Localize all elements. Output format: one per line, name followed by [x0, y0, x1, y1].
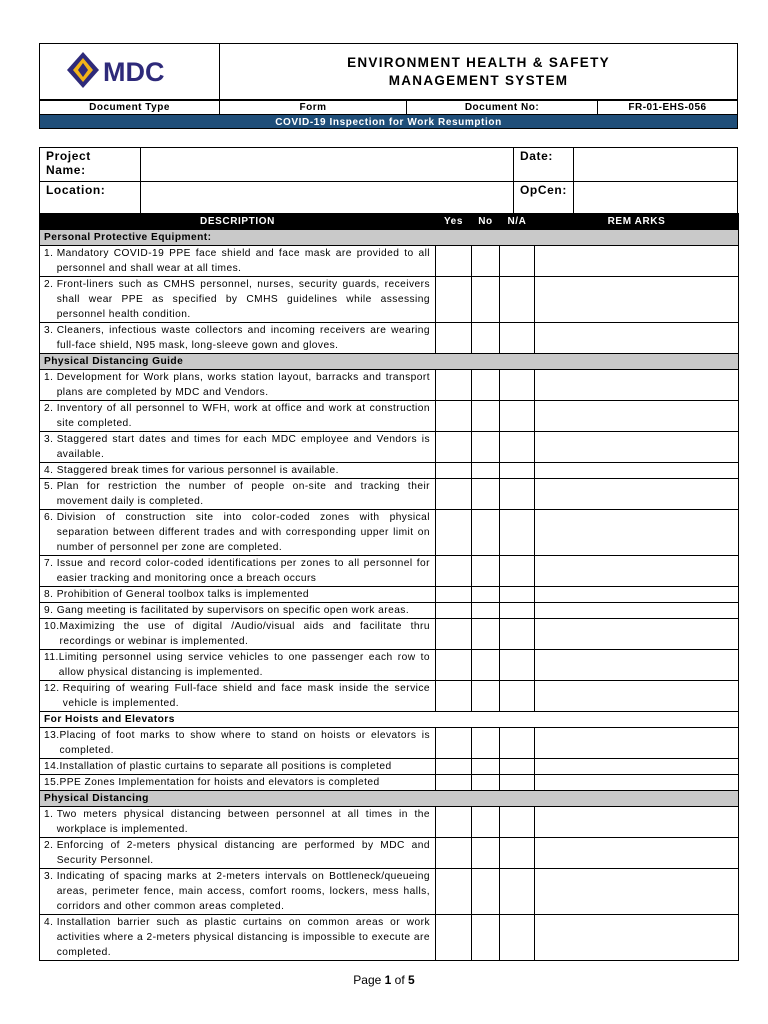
na-checkbox-cell[interactable] [500, 603, 535, 619]
item-text: Staggered start dates and times for each MDC employee and Vendors is available. [56, 434, 430, 460]
no-checkbox-cell[interactable] [472, 556, 500, 587]
item-description [40, 728, 436, 759]
item-text: Development for Work plans, works station layout, barracks and transport plans are completed by MDC and Vendors. [56, 372, 430, 398]
remarks-cell[interactable] [535, 246, 739, 277]
na-checkbox-cell[interactable] [500, 759, 535, 775]
no-checkbox-cell[interactable] [472, 681, 500, 712]
header-block [39, 43, 738, 101]
item-text: Indicating of spacing marks at 2-meters intervals on Bottleneck/queueing areas, perimeter fence, main access, comfort rooms, lockers, mess halls, corridors and other common areas completed. [56, 871, 430, 912]
remarks-cell[interactable] [535, 915, 739, 961]
na-checkbox-cell[interactable] [500, 323, 535, 354]
item-number: 8. [44, 589, 57, 600]
item-description [40, 479, 436, 510]
checklist-item-row [40, 807, 739, 838]
item-description [40, 619, 436, 650]
system-title [220, 44, 738, 101]
checklist-item-row [40, 463, 739, 479]
remarks-cell[interactable] [535, 759, 739, 775]
yes-checkbox-cell[interactable] [436, 277, 472, 323]
no-checkbox-cell[interactable] [472, 510, 500, 556]
yes-checkbox-cell[interactable] [436, 759, 472, 775]
section-header-row [40, 712, 739, 728]
item-description [40, 603, 436, 619]
location-label: Location: [40, 182, 141, 216]
no-checkbox-cell[interactable] [472, 650, 500, 681]
item-description [40, 587, 436, 603]
item-text: PPE Zones Implementation for hoists and elevators is completed [59, 777, 380, 788]
item-text: Cleaners, infectious waste collectors and incoming receivers are wearing full-face shield, N95 mask, long-sleeve gown and gloves. [56, 325, 430, 351]
yes-checkbox-cell[interactable] [436, 246, 472, 277]
yes-checkbox-cell[interactable] [436, 479, 472, 510]
section-title: Physical Distancing [40, 791, 739, 807]
na-checkbox-cell[interactable] [500, 463, 535, 479]
item-number: 3. [44, 434, 57, 445]
yes-checkbox-cell[interactable] [436, 510, 472, 556]
na-checkbox-cell[interactable] [500, 775, 535, 791]
section-header-row [40, 791, 739, 807]
item-description [40, 556, 436, 587]
checklist-item-row [40, 401, 739, 432]
remarks-cell[interactable] [535, 323, 739, 354]
no-checkbox-cell[interactable] [472, 838, 500, 869]
yes-checkbox-cell[interactable] [436, 915, 472, 961]
yes-checkbox-cell[interactable] [436, 775, 472, 791]
checklist-body [40, 230, 739, 961]
remarks-cell[interactable] [535, 463, 739, 479]
yes-checkbox-cell[interactable] [436, 650, 472, 681]
yes-checkbox-cell[interactable] [436, 587, 472, 603]
section-title: For Hoists and Elevators [40, 712, 739, 728]
item-number: 2. [44, 840, 57, 851]
page-current: 1 [384, 973, 392, 987]
opcen-label: OpCen: [514, 182, 574, 216]
remarks-cell[interactable] [535, 807, 739, 838]
item-text: Inventory of all personnel to WFH, work at office and work at construction site completed. [56, 403, 430, 429]
remarks-cell[interactable] [535, 401, 739, 432]
system-title-line2: MANAGEMENT SYSTEM [388, 73, 569, 88]
section-header-row [40, 354, 739, 370]
item-number: 10. [44, 621, 60, 632]
item-number: 5. [44, 481, 57, 492]
remarks-cell[interactable] [535, 681, 739, 712]
checklist-item-row [40, 432, 739, 463]
item-description [40, 838, 436, 869]
na-checkbox-cell[interactable] [500, 728, 535, 759]
remarks-cell[interactable] [535, 556, 739, 587]
date-field[interactable] [573, 148, 737, 182]
remarks-cell[interactable] [535, 775, 739, 791]
yes-checkbox-cell[interactable] [436, 556, 472, 587]
item-number: 11. [44, 652, 59, 663]
remarks-cell[interactable] [535, 619, 739, 650]
na-checkbox-cell[interactable] [500, 650, 535, 681]
no-checkbox-cell[interactable] [472, 587, 500, 603]
item-description [40, 759, 436, 775]
yes-checkbox-cell[interactable] [436, 401, 472, 432]
item-description [40, 246, 436, 277]
item-text: Requiring of wearing Full-face shield and face mask inside the service vehicle is implemented. [62, 683, 430, 709]
item-text: Mandatory COVID-19 PPE face shield and face mask are provided to all personnel and shall wear at all times. [56, 248, 430, 274]
inspection-checklist-table [39, 213, 739, 961]
checklist-item-row [40, 869, 739, 915]
na-checkbox-cell[interactable] [500, 479, 535, 510]
yes-checkbox-cell[interactable] [436, 432, 472, 463]
item-number: 3. [44, 871, 57, 882]
na-checkbox-cell[interactable] [500, 915, 535, 961]
page-total: 5 [408, 973, 415, 987]
yes-checkbox-cell[interactable] [436, 603, 472, 619]
item-number: 6. [44, 512, 57, 523]
checklist-header-row [40, 214, 739, 230]
checklist-item-row [40, 246, 739, 277]
checklist-item-row [40, 510, 739, 556]
date-label: Date: [514, 148, 574, 182]
item-number: 2. [44, 279, 57, 290]
yes-checkbox-cell[interactable] [436, 323, 472, 354]
item-description [40, 650, 436, 681]
item-text: Installation of plastic curtains to separate all positions is completed [59, 761, 392, 772]
checklist-item-row [40, 775, 739, 791]
na-checkbox-cell[interactable] [500, 587, 535, 603]
checklist-item-row [40, 479, 739, 510]
location-field[interactable] [141, 182, 514, 216]
item-text: Staggered break times for various personnel is available. [56, 465, 339, 476]
no-checkbox-cell[interactable] [472, 728, 500, 759]
checklist-item-row [40, 915, 739, 961]
yes-checkbox-cell[interactable] [436, 619, 472, 650]
remarks-cell[interactable] [535, 277, 739, 323]
item-text: Installation barrier such as plastic curtains on common areas or work activities where a 2-meters physical distancing is impossible to execute are completed. [56, 917, 430, 958]
no-checkbox-cell[interactable] [472, 619, 500, 650]
yes-checkbox-cell[interactable] [436, 370, 472, 401]
na-checkbox-cell[interactable] [500, 619, 535, 650]
item-number: 3. [44, 325, 57, 336]
section-title: Physical Distancing Guide [40, 354, 739, 370]
no-checkbox-cell[interactable] [472, 277, 500, 323]
section-header-row [40, 230, 739, 246]
checklist-item-row [40, 556, 739, 587]
section-title: Personal Protective Equipment: [40, 230, 739, 246]
remarks-cell[interactable] [535, 838, 739, 869]
checklist-item-row [40, 370, 739, 401]
remarks-cell[interactable] [535, 432, 739, 463]
remarks-cell[interactable] [535, 603, 739, 619]
item-description [40, 401, 436, 432]
system-title-line1: ENVIRONMENT HEALTH & SAFETY [347, 55, 610, 70]
item-text: Enforcing of 2-meters physical distancing are performed by MDC and Security Personnel. [56, 840, 430, 866]
mdc-logo-icon [65, 50, 195, 90]
doc-no-label: Document No: [407, 100, 598, 115]
checklist-item-row [40, 681, 739, 712]
no-checkbox-cell[interactable] [472, 432, 500, 463]
item-text: Placing of foot marks to show where to stand on hoists or elevators is completed. [59, 730, 430, 756]
na-checkbox-cell[interactable] [500, 246, 535, 277]
checklist-item-row [40, 728, 739, 759]
item-text: Front-liners such as CMHS personnel, nurses, security guards, receivers shall wear PPE as specified by CMHS guidelines while assessing personnel health condition. [56, 279, 430, 320]
item-number: 4. [44, 917, 57, 928]
remarks-cell[interactable] [535, 587, 739, 603]
item-description [40, 370, 436, 401]
project-name-label: Project Name: [40, 148, 141, 182]
remarks-cell[interactable] [535, 869, 739, 915]
doc-no-value: FR-01-EHS-056 [598, 100, 738, 115]
item-description [40, 432, 436, 463]
item-number: 7. [44, 558, 57, 569]
item-description [40, 775, 436, 791]
item-number: 12. [44, 683, 63, 694]
item-number: 1. [44, 248, 57, 259]
item-description [40, 463, 436, 479]
col-no-header: No [472, 214, 500, 230]
na-checkbox-cell[interactable] [500, 370, 535, 401]
item-number: 13. [44, 730, 60, 741]
no-checkbox-cell[interactable] [472, 915, 500, 961]
page-footer [0, 973, 768, 987]
item-number: 1. [44, 372, 57, 383]
item-description [40, 915, 436, 961]
item-description [40, 510, 436, 556]
doc-type-label: Document Type [40, 100, 220, 115]
item-description [40, 277, 436, 323]
col-remarks-header: REM ARKS [535, 214, 739, 230]
item-text: Division of construction site into color-coded zones with physical separation between different trades and with corresponding upper limit on number of personnel per zone are completed. [56, 512, 430, 553]
na-checkbox-cell[interactable] [500, 401, 535, 432]
yes-checkbox-cell[interactable] [436, 807, 472, 838]
item-description [40, 681, 436, 712]
of-word: of [394, 973, 405, 987]
logo-cell [40, 44, 220, 101]
na-checkbox-cell[interactable] [500, 556, 535, 587]
page-word: Page [353, 973, 382, 987]
na-checkbox-cell[interactable] [500, 277, 535, 323]
yes-checkbox-cell[interactable] [436, 681, 472, 712]
no-checkbox-cell[interactable] [472, 323, 500, 354]
na-checkbox-cell[interactable] [500, 869, 535, 915]
no-checkbox-cell[interactable] [472, 246, 500, 277]
na-checkbox-cell[interactable] [500, 838, 535, 869]
item-text: Prohibition of General toolbox talks is implemented [56, 589, 309, 600]
form-title-band: COVID-19 Inspection for Work Resumption [39, 114, 738, 129]
yes-checkbox-cell[interactable] [436, 463, 472, 479]
na-checkbox-cell[interactable] [500, 510, 535, 556]
col-description-header: DESCRIPTION [40, 214, 436, 230]
item-text: Maximizing the use of digital /Audio/visual aids and facilitate thru recordings or webinar is implemented. [59, 621, 430, 647]
remarks-cell[interactable] [535, 370, 739, 401]
no-checkbox-cell[interactable] [472, 479, 500, 510]
document-meta-row [39, 99, 738, 115]
item-number: 4. [44, 465, 57, 476]
no-checkbox-cell[interactable] [472, 775, 500, 791]
item-number: 1. [44, 809, 57, 820]
na-checkbox-cell[interactable] [500, 681, 535, 712]
checklist-item-row [40, 277, 739, 323]
remarks-cell[interactable] [535, 479, 739, 510]
yes-checkbox-cell[interactable] [436, 838, 472, 869]
no-checkbox-cell[interactable] [472, 603, 500, 619]
item-text: Limiting personnel using service vehicles to one passenger each row to allow physical distancing is implemented. [58, 652, 430, 678]
checklist-item-row [40, 603, 739, 619]
item-number: 15. [44, 777, 60, 788]
item-number: 14. [44, 761, 60, 772]
no-checkbox-cell[interactable] [472, 370, 500, 401]
item-text: Issue and record color-coded identifications per zones to all personnel for easier tracking and monitoring once a breach occurs [56, 558, 430, 584]
item-number: 2. [44, 403, 57, 414]
yes-checkbox-cell[interactable] [436, 869, 472, 915]
col-na-header: N/A [500, 214, 535, 230]
remarks-cell[interactable] [535, 728, 739, 759]
checklist-item-row [40, 619, 739, 650]
col-yes-header: Yes [436, 214, 472, 230]
checklist-item-row [40, 838, 739, 869]
item-number: 9. [44, 605, 57, 616]
logo-text: MDC [102, 56, 164, 87]
item-text: Plan for restriction the number of people on-site and tracking their movement daily is completed. [56, 481, 430, 507]
na-checkbox-cell[interactable] [500, 807, 535, 838]
yes-checkbox-cell[interactable] [436, 728, 472, 759]
item-description [40, 323, 436, 354]
no-checkbox-cell[interactable] [472, 463, 500, 479]
doc-type-value: Form [220, 100, 407, 115]
checklist-item-row [40, 650, 739, 681]
remarks-cell[interactable] [535, 650, 739, 681]
item-text: Two meters physical distancing between personnel at all times in the workplace is implemented. [56, 809, 430, 835]
no-checkbox-cell[interactable] [472, 759, 500, 775]
project-info-table [39, 147, 738, 216]
checklist-item-row [40, 323, 739, 354]
remarks-cell[interactable] [535, 510, 739, 556]
na-checkbox-cell[interactable] [500, 432, 535, 463]
checklist-item-row [40, 759, 739, 775]
project-name-field[interactable] [141, 148, 514, 182]
no-checkbox-cell[interactable] [472, 869, 500, 915]
item-description [40, 807, 436, 838]
checklist-item-row [40, 587, 739, 603]
item-description [40, 869, 436, 915]
no-checkbox-cell[interactable] [472, 401, 500, 432]
no-checkbox-cell[interactable] [472, 807, 500, 838]
item-text: Gang meeting is facilitated by supervisors on specific open work areas. [56, 605, 410, 616]
opcen-field[interactable] [573, 182, 737, 216]
